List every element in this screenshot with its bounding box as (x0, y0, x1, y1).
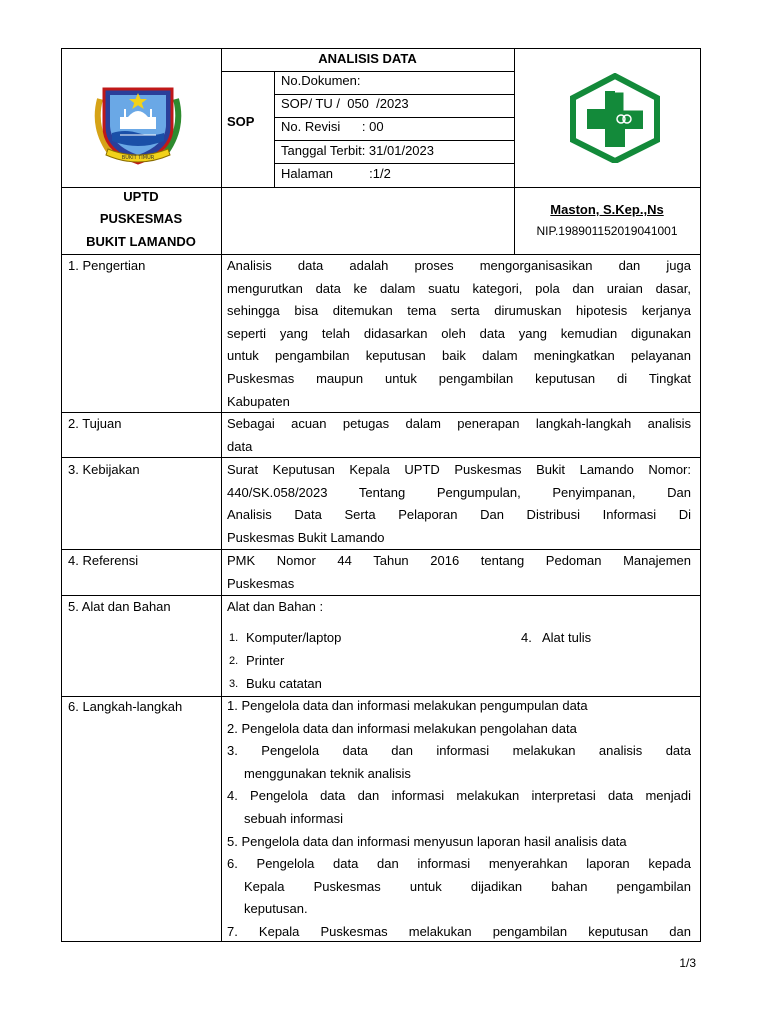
no-dokumen-label: No.Dokumen: (281, 73, 361, 88)
step-line: 6. Pengelola data dan informasi menyerahkan laporan kepada (227, 856, 691, 872)
text-line: Puskesmas (227, 575, 295, 591)
alat-intro: Alat dan Bahan : (227, 599, 324, 614)
signer-nip: NIP.198901152019041001 (536, 224, 678, 238)
text-line: Puskesmas Bukit Lamando (227, 529, 385, 545)
text-line: untuk pengambilan keputusan baik dalam meningkatkan pelayanan (227, 348, 691, 364)
step-line: menggunakan teknik analisis (244, 765, 411, 781)
text-line: Analisis data adalah proses mengorganisasikan dan juga (227, 258, 691, 273)
sop-label: SOP (227, 114, 255, 129)
text-line: Analisis Data Serta Pelaporan Dan Distribusi Informasi Di (227, 507, 691, 523)
alat-item: Alat tulis (542, 630, 592, 645)
text-line: Puskesmas maupun untuk pengambilan keputusan di Tingkat (227, 370, 691, 386)
text-line: Kabupaten (227, 393, 290, 409)
kebijakan-text (227, 459, 691, 549)
section-label-langkah: 6. Langkah-langkah (68, 699, 183, 714)
text-line: 440/SK.058/2023 Tentang Pengumpulan, Penyimpanan, Dan (227, 484, 691, 500)
step-line: 7. Kepala Puskesmas melakukan pengambilan keputusan dan (227, 923, 691, 939)
text-line: sehingga bisa ditemukan tema serta dirumuskan hipotesis kerjanya (227, 303, 691, 319)
step-line: 5. Pengelola data dan informasi menyusun laporan hasil analisis data (227, 833, 627, 849)
page-number: 1/3 (679, 956, 696, 970)
no-dokumen-value: SOP/ TU / 050 /2023 (281, 96, 409, 111)
step-line: 3. Pengelola data dan informasi melakukan analisis data (227, 743, 691, 759)
referensi-text (227, 550, 691, 595)
step-line: sebuah informasi (244, 810, 343, 826)
emblem-motto: BUKIT TIMUR (121, 155, 155, 161)
text-line: PMK Nomor 44 Tahun 2016 tentang Pedoman Manajemen (227, 553, 691, 568)
district-emblem-icon (90, 79, 186, 167)
alat-item: Komputer/laptop (246, 630, 342, 645)
langkah-steps (227, 695, 691, 944)
step-line: Kepala Puskesmas untuk dijadikan bahan pengambilan (244, 878, 691, 894)
step-line: keputusan. (244, 901, 308, 917)
page-title: ANALISIS DATA (318, 51, 417, 66)
org-name-line3: BUKIT LAMANDO (86, 234, 196, 249)
alat-item-num: 3. (229, 678, 239, 690)
puskesmas-logo (569, 73, 661, 163)
org-name-line2: PUSKESMAS (99, 211, 183, 226)
section-label-kebijakan: 3. Kebijakan (68, 462, 140, 477)
step-line: 4. Pengelola data dan informasi melakukan interpretasi data menjadi (227, 788, 691, 804)
tanggal-terbit: Tanggal Terbit: 31/01/2023 (281, 143, 434, 158)
halaman: Halaman :1/2 (281, 166, 391, 181)
alat-item-num: 1. (229, 632, 239, 644)
text-line: Surat Keputusan Kepala UPTD Puskesmas Bukit Lamando Nomor: (227, 462, 691, 477)
step-line: 1. Pengelola data dan informasi melakukan pengumpulan data (227, 698, 588, 713)
alat-item: Buku catatan (246, 676, 322, 691)
section-label-pengertian: 1. Pengertian (68, 258, 146, 273)
alat-item-num: 4. (521, 630, 532, 645)
tujuan-text (227, 413, 691, 458)
section-label-tujuan: 2. Tujuan (68, 416, 122, 431)
step-line: 2. Pengelola data dan informasi melakukan pengolahan data (227, 720, 577, 736)
pengertian-text (227, 255, 691, 413)
text-line: mengurutkan data ke dalam suatu kategori, pola dan uraian dasar, (227, 280, 691, 296)
green-cross-hexagon-icon (569, 73, 661, 163)
section-label-alat: 5. Alat dan Bahan (68, 599, 171, 614)
text-line: data (227, 438, 253, 454)
alat-item-num: 2. (229, 655, 239, 667)
no-revisi: No. Revisi : 00 (281, 119, 384, 134)
section-label-referensi: 4. Referensi (68, 553, 139, 568)
text-line: seperti yang telah didasarkan oleh data yang kemudian digunakan (227, 325, 691, 341)
district-emblem (90, 79, 186, 167)
alat-item: Printer (246, 653, 285, 668)
signer-name: Maston, S.Kep.,Ns (550, 202, 664, 217)
text-line: Sebagai acuan petugas dalam penerapan langkah-langkah analisis (227, 416, 691, 431)
org-name-line1: UPTD (123, 189, 159, 204)
